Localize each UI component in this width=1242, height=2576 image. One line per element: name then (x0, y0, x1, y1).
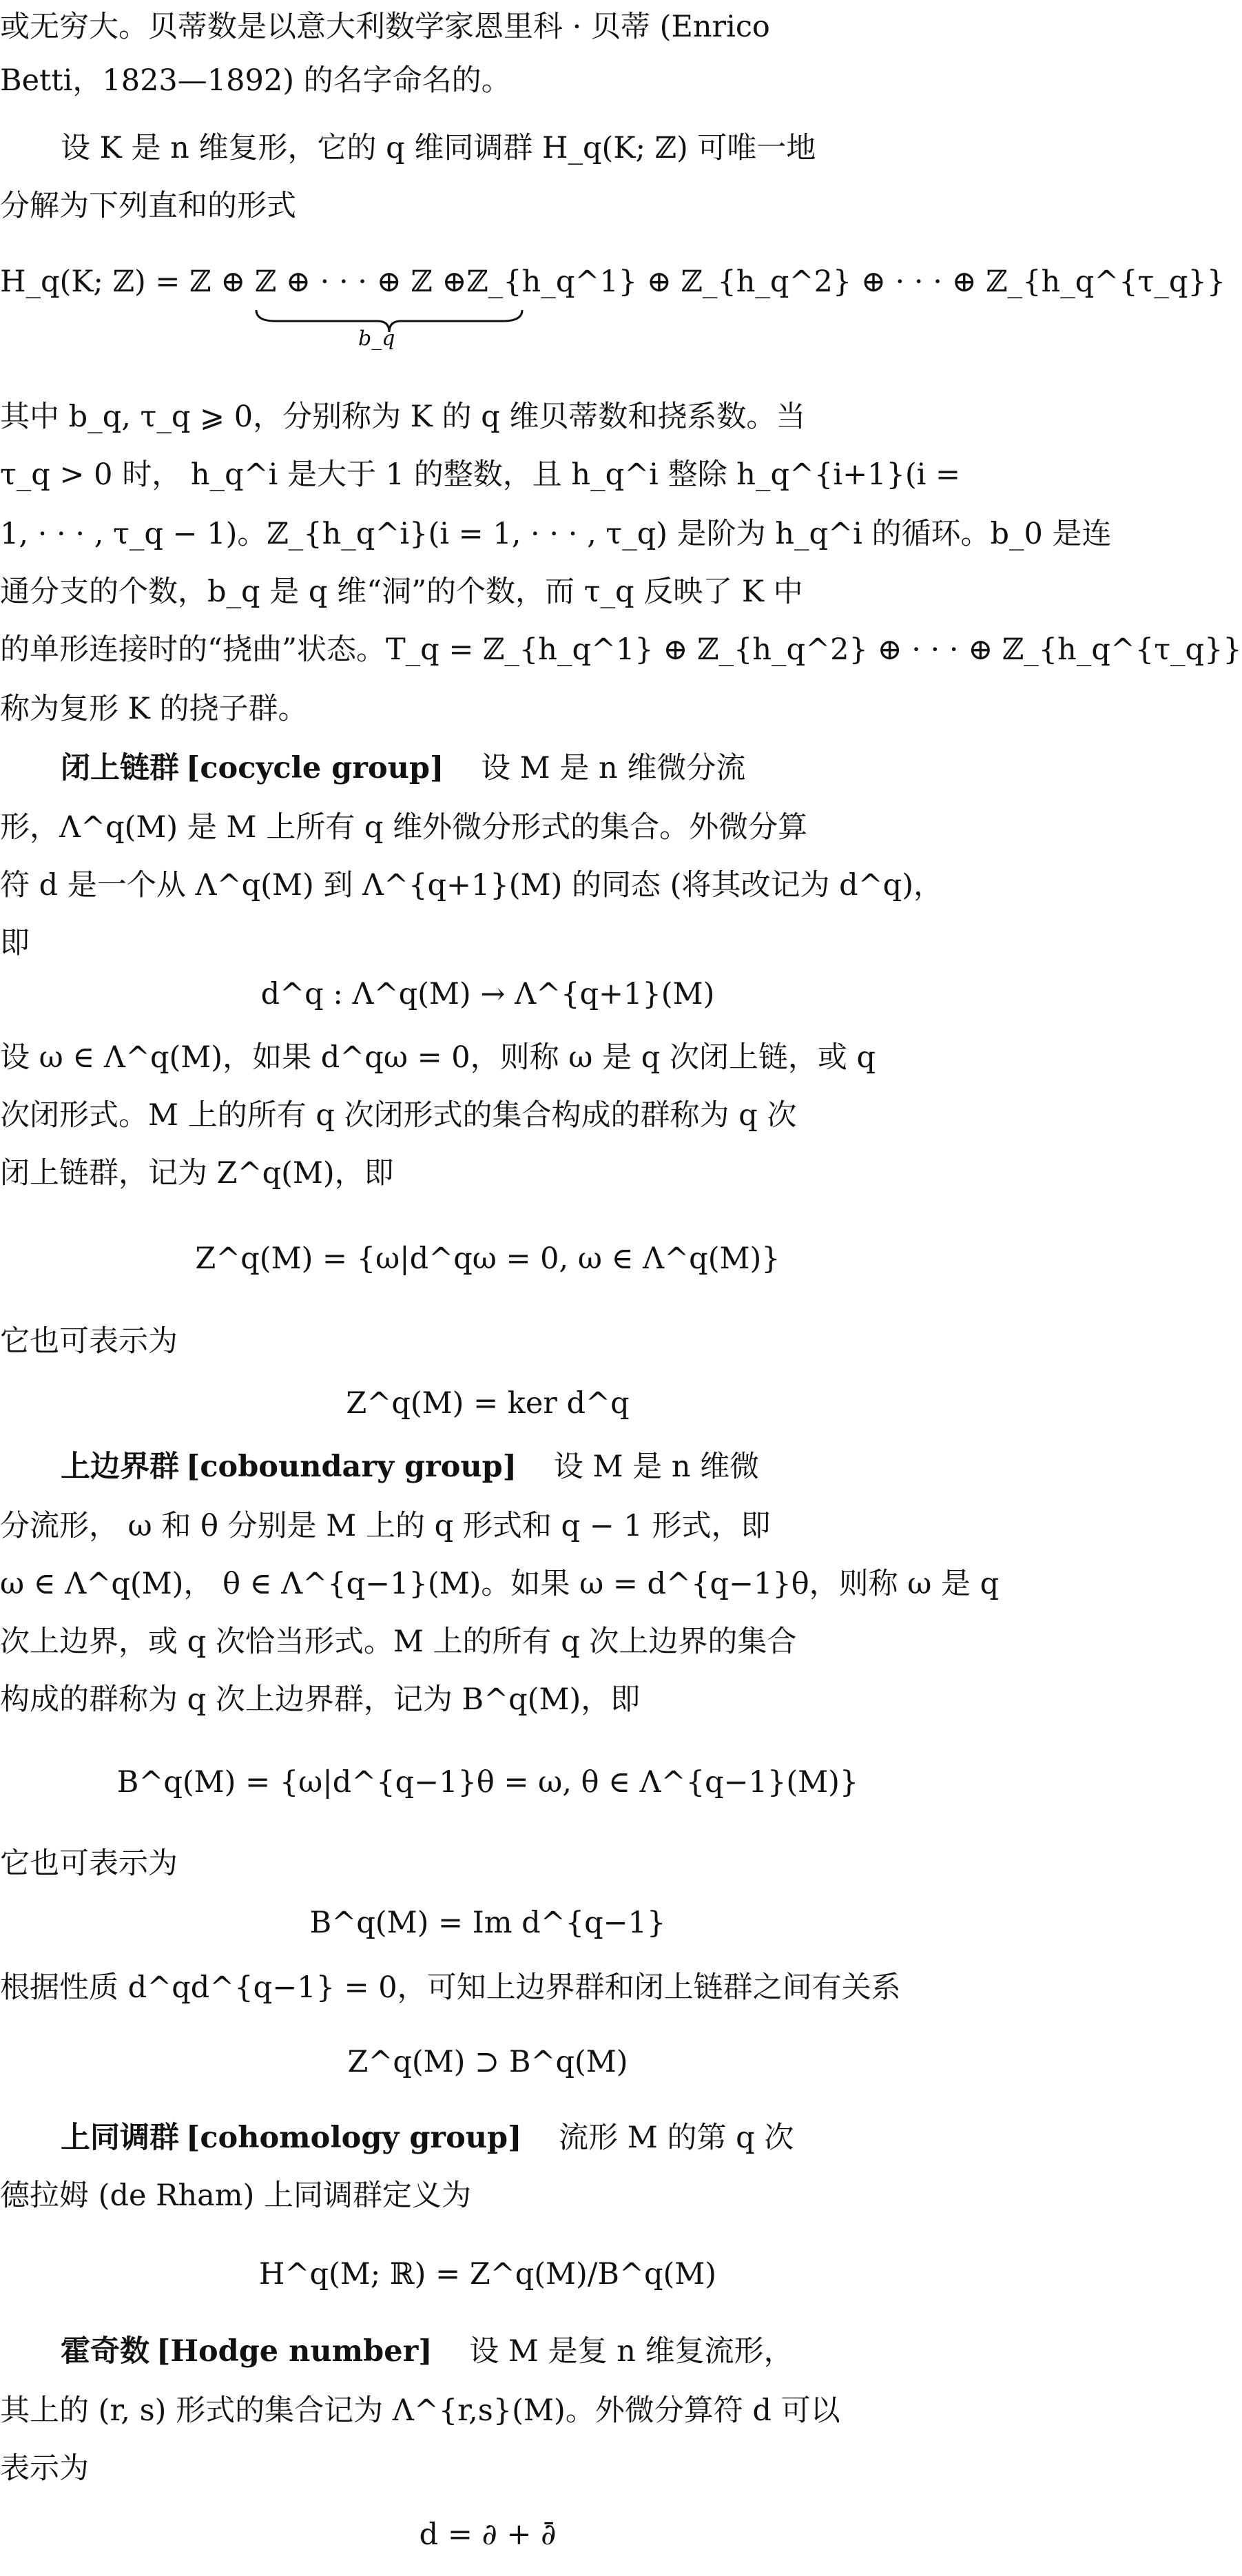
entry-cohomology-group (0, 2111, 1036, 2165)
text-line: 它也可表示为 (0, 1846, 178, 1881)
text-line: 即 (0, 926, 30, 960)
equation-zq-contains-bq: Z^q(M) ⊃ B^q(M) (347, 2045, 628, 2079)
equation-zq-ker: Z^q(M) = ker d^q (346, 1386, 630, 1421)
text-line: 称为复形 K 的挠子群。 (0, 692, 308, 726)
text-line: 分流形， ω 和 θ 分别是 M 上的 q 形式和 q − 1 形式，即 (0, 1509, 771, 1543)
term-hodge-number-en: [Hodge number] (156, 2334, 433, 2369)
term-coboundary-group-en: [coboundary group] (186, 1450, 517, 1484)
text-line: 设 K 是 n 维复形，它的 q 维同调群 H_q(K; ℤ) 可唯一地 (61, 131, 816, 165)
equation-dq-map: d^q : Λ^q(M) → Λ^{q+1}(M) (260, 977, 715, 1011)
text-line: 其中 b_q, τ_q ⩾ 0，分别称为 K 的 q 维贝蒂数和挠系数。当 (0, 400, 806, 434)
text-line: 根据性质 d^qd^{q−1} = 0，可知上边界群和闭上链群之间有关系 (0, 1970, 901, 2005)
text-fragment: 设 M 是 n 维微 (553, 1450, 760, 1484)
text-line: 次上边界，或 q 次恰当形式。M 上的所有 q 次上边界的集合 (0, 1625, 797, 1659)
equation-de-rham: H^q(M; ℝ) = Z^q(M)/B^q(M) (258, 2257, 717, 2291)
term-hodge-number: 霍奇数 (61, 2334, 149, 2369)
text-line: 形，Λ^q(M) 是 M 上所有 q 维外微分形式的集合。外微分算 (0, 810, 808, 845)
text-line: 符 d 是一个从 Λ^q(M) 到 Λ^{q+1}(M) 的同态 (将其改记为 d^q)， (0, 868, 943, 903)
entry-cocycle-group (0, 741, 1036, 795)
text-line: 表示为 (0, 2451, 89, 2486)
term-cohomology-group-en: [cohomology group] (186, 2121, 522, 2155)
equation-text: H_q(K; ℤ) = ℤ ⊕ ℤ ⊕ · · · ⊕ ℤ ⊕ℤ_{h_q^1} ⊕ ℤ_{h_q^2} ⊕ · · · ⊕ ℤ_{h_q^{τ_q}} (0, 265, 1226, 299)
text-line: Betti，1823—1892) 的名字命名的。 (0, 63, 511, 98)
term-cohomology-group: 上同调群 (61, 2121, 179, 2155)
equation-zq-def: Z^q(M) = {ω|d^qω = 0, ω ∈ Λ^q(M)} (195, 1241, 780, 1276)
text-line: 闭上链群，记为 Z^q(M)，即 (0, 1156, 394, 1191)
text-line: ω ∈ Λ^q(M)， θ ∈ Λ^{q−1}(M)。如果 ω = d^{q−1}θ，则称 ω 是 q (0, 1567, 1000, 1601)
equation-bq-im: B^q(M) = Im d^{q−1} (309, 1906, 666, 1940)
underbrace-label: b_q (358, 327, 395, 351)
text-line: 其上的 (r, s) 形式的集合记为 Λ^{r,s}(M)。外微分算符 d 可以 (0, 2393, 840, 2428)
equation-homology-decomposition (0, 255, 1226, 379)
term-coboundary-group: 上边界群 (61, 1450, 179, 1484)
text-fragment: 设 M 是复 n 维复流形， (469, 2334, 794, 2369)
text-line: 德拉姆 (de Rham) 上同调群定义为 (0, 2178, 472, 2213)
text-line: 或无穷大。贝蒂数是以意大利数学家恩里科 · 贝蒂 (Enrico (0, 10, 770, 44)
term-cocycle-group: 闭上链群 (61, 751, 179, 785)
text-line: 次闭形式。M 上的所有 q 次闭形式的集合构成的群称为 q 次 (0, 1098, 797, 1133)
text-line: 1, · · · , τ_q − 1)。ℤ_{h_q^i}(i = 1, · · · , τ_q) 是阶为 h_q^i 的循环。b_0 是连 (0, 517, 1112, 551)
text-line: 它也可表示为 (0, 1324, 178, 1359)
equation-bq-def: B^q(M) = {ω|d^{q−1}θ = ω, θ ∈ Λ^{q−1}(M)} (116, 1765, 859, 1800)
text-line: 分解为下列直和的形式 (0, 189, 296, 223)
text-fragment: 设 M 是 n 维微分流 (480, 751, 746, 785)
term-cocycle-group-en: [cocycle group] (186, 751, 444, 785)
equation-d-decomposition: d = ∂ + ∂̄ (419, 2517, 557, 2552)
entry-hodge-number (0, 2325, 1036, 2378)
entry-coboundary-group (0, 1440, 1036, 1494)
text-fragment: 流形 M 的第 q 次 (559, 2121, 794, 2155)
text-line: 通分支的个数，b_q 是 q 维“洞”的个数，而 τ_q 反映了 K 中 (0, 575, 803, 609)
text-line: τ_q > 0 时， h_q^i 是大于 1 的整数，且 h_q^i 整除 h_q^{i+1}(i = (0, 457, 961, 492)
text-line: 设 ω ∈ Λ^q(M)，如果 d^qω = 0，则称 ω 是 q 次闭上链，或 q (0, 1040, 876, 1075)
text-line: 的单形连接时的“挠曲”状态。T_q = ℤ_{h_q^1} ⊕ ℤ_{h_q^2} ⊕ · · · ⊕ ℤ_{h_q^{τ_q}} (0, 632, 1242, 667)
text-line: 构成的群称为 q 次上边界群，记为 B^q(M)，即 (0, 1682, 641, 1717)
